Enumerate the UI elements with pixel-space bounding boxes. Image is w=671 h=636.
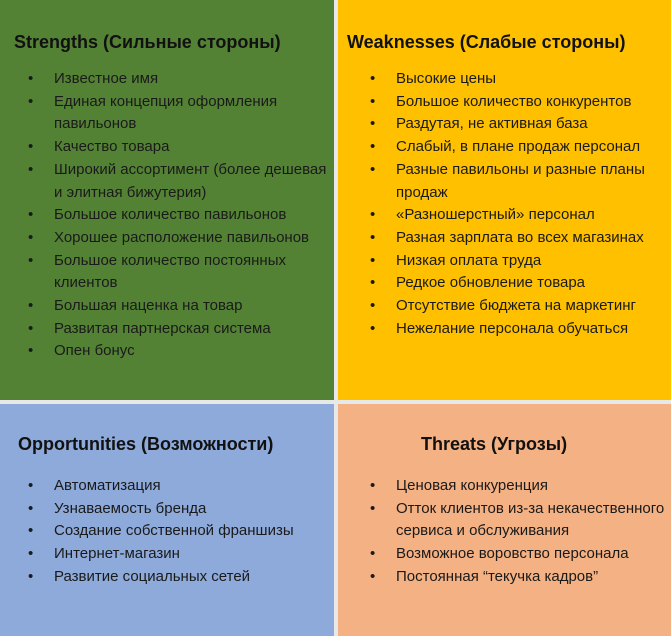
strengths-list bbox=[22, 68, 327, 363]
weaknesses-quadrant bbox=[338, 0, 671, 400]
horizontal-divider bbox=[0, 400, 671, 404]
strengths-item: • Качество товара bbox=[22, 136, 327, 159]
opportunities-item: • Интернет-магазин bbox=[22, 543, 327, 566]
strengths-item: • Известное имя bbox=[22, 68, 327, 91]
opportunities-item: • Развитие социальных сетей bbox=[22, 566, 327, 589]
strengths-item: • Большое количество павильонов bbox=[22, 204, 327, 227]
opportunities-list bbox=[22, 475, 327, 589]
weaknesses-item: • Редкое обновление товара bbox=[364, 272, 666, 295]
vertical-divider bbox=[334, 0, 338, 636]
opportunities-title: Opportunities (Возможности) bbox=[18, 434, 274, 454]
strengths-title: Strengths (Сильные стороны) bbox=[14, 32, 281, 52]
opportunities-item: • Автоматизация bbox=[22, 475, 327, 498]
opportunities-quadrant bbox=[0, 404, 334, 636]
weaknesses-item: • Высокие цены bbox=[364, 68, 666, 91]
strengths-item: • Опен бонус bbox=[22, 340, 327, 363]
threats-item: • Отток клиентов из-за некачественного сервиса и обслуживания bbox=[364, 498, 666, 543]
threats-list bbox=[364, 475, 666, 589]
weaknesses-item: • Низкая оплата труда bbox=[364, 250, 666, 273]
weaknesses-item: • Разная зарплата во всех магазинах bbox=[364, 227, 666, 250]
opportunities-item: • Создание собственной франшизы bbox=[22, 520, 327, 543]
strengths-item: • Широкий ассортимент (более дешевая и элитная бижутерия) bbox=[22, 159, 327, 204]
strengths-item: • Большая наценка на товар bbox=[22, 295, 327, 318]
threats-item: • Ценовая конкуренция bbox=[364, 475, 666, 498]
opportunities-item: • Узнаваемость бренда bbox=[22, 498, 327, 521]
weaknesses-item: • Раздутая, не активная база bbox=[364, 113, 666, 136]
strengths-quadrant bbox=[0, 0, 334, 400]
weaknesses-item: • Отсутствие бюджета на маркетинг bbox=[364, 295, 666, 318]
weaknesses-item: • Большое количество конкурентов bbox=[364, 91, 666, 114]
strengths-item: • Развитая партнерская система bbox=[22, 318, 327, 341]
strengths-item: • Хорошее расположение павильонов bbox=[22, 227, 327, 250]
weaknesses-list bbox=[364, 68, 666, 340]
weaknesses-item: • Разные павильоны и разные планы продаж bbox=[364, 159, 666, 204]
strengths-item: • Большое количество постоянных клиентов bbox=[22, 250, 327, 295]
weaknesses-item: • «Разношерстный» персонал bbox=[364, 204, 666, 227]
weaknesses-item: • Слабый, в плане продаж персонал bbox=[364, 136, 666, 159]
weaknesses-title: Weaknesses (Слабые стороны) bbox=[347, 32, 626, 52]
threats-title: Threats (Угрозы) bbox=[421, 434, 568, 454]
threats-quadrant bbox=[338, 404, 671, 636]
threats-item: • Возможное воровство персонала bbox=[364, 543, 666, 566]
threats-item: • Постоянная “текучка кадров” bbox=[364, 566, 666, 589]
strengths-item: • Единая концепция оформления павильонов bbox=[22, 91, 327, 136]
weaknesses-item: • Нежелание персонала обучаться bbox=[364, 318, 666, 341]
